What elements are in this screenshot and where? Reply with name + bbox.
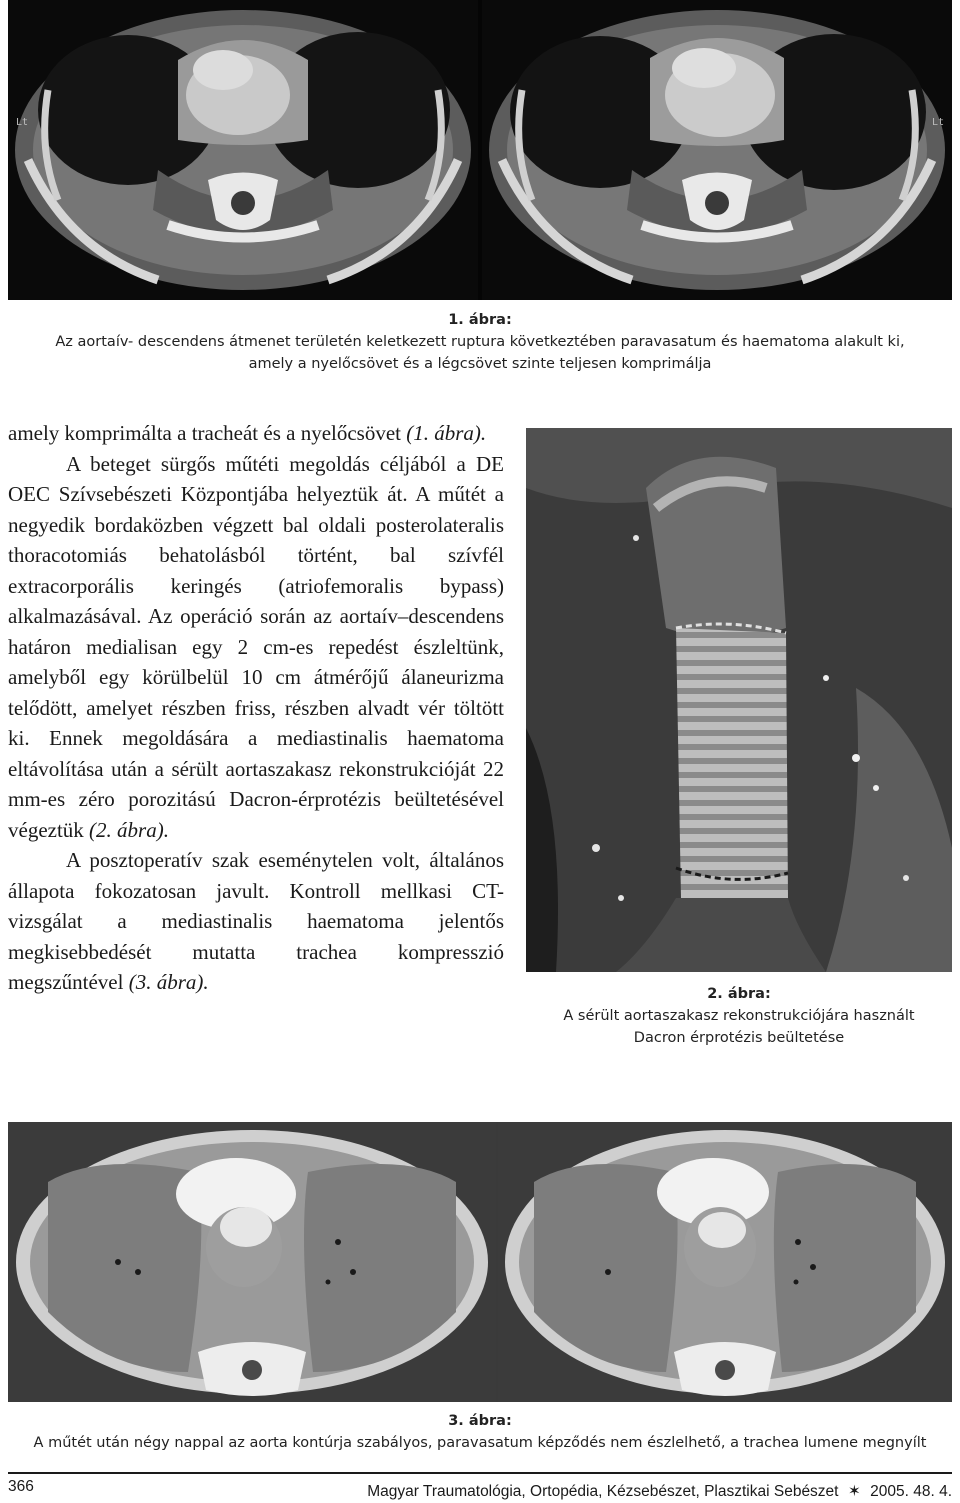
paragraph-3-text: A posztoperatív szak eseménytelen volt, általános állapota fokozatosan javult. Kontroll mellkasi CT-vizsgálat a mediastinalis haematoma jelentős megkisebbedését mutatta trachea kompresszió megszűntével (8, 848, 504, 994)
paragraph-1-text: amely komprimálta a tracheát és a nyelőcsövet (8, 421, 407, 445)
paragraph-2-text: A beteget sürgős műtéti megoldás céljából a DE OEC Szívsebészeti Központjába helyeztük át. A műtét a negyedik bordaközben végzett bal oldali posterolateralis thoracotomiás behatolásból történt, bal szívfél extracorporális keringés (atriofemoralis bypass) alkalmazásával. Az operáció során az aortaív–descendens határon medialisan egy 2 cm-es repedést észleltünk, amelyből egy körülbelül 10 cm átmérőjű álaneurizma telődött, amelyet részben friss, részben alvadt vér töltött ki. Ennek megoldására a mediastinalis haematoma eltávolítása után a sérült aortaszakasz rekonstrukcióját 22 mm-es zéro porozitású Dacron-érprotézis beültetésével végeztük (8, 451, 504, 842)
figure2-caption-line1: A sérült aortaszakasz rekonstrukciójára használt (563, 1008, 915, 1024)
figure3-caption-text: A műtét után négy nappal az aorta kontúrja szabályos, paravasatum képződés nem észlelhető, a trachea lumene megnyílt (33, 1435, 927, 1451)
figure1-label: 1. ábra: (448, 312, 512, 328)
paragraph-2 (8, 449, 504, 846)
star-icon: ✶ (847, 1483, 861, 1500)
article-body (8, 418, 504, 998)
figure1-ct-right (482, 0, 952, 300)
figure3-reference: (3. ábra). (128, 970, 209, 994)
figure2-label: 2. ábra: (707, 986, 771, 1002)
figure3-ct-left (8, 1122, 496, 1402)
journal-issue: 2005. 48. 4. (870, 1483, 952, 1500)
figure3-ct-images (8, 1122, 952, 1402)
figure1-caption-line2: amely a nyelőcsövet és a légcsövet szinte teljesen komprimálja (248, 356, 712, 372)
journal-name: Magyar Traumatológia, Ortopédia, Kézsebészet, Plasztikai Sebészet (367, 1483, 839, 1500)
paragraph-3 (8, 845, 504, 998)
figure1-ct-left (8, 0, 478, 300)
figure3-caption (0, 1410, 960, 1454)
figure1-ct-images (8, 0, 952, 300)
ct-marker-left: Lt (16, 117, 29, 128)
journal-footer (367, 1482, 952, 1501)
page-number: 366 (8, 1478, 34, 1495)
figure2-reference: (2. ábra). (89, 817, 169, 842)
figure1-caption-line1: Az aortaív- descendens átmenet területén keletkezett ruptura következtében paravasatum és haematoma alakult ki, (55, 334, 905, 350)
figure1-reference: (1. ábra). (406, 421, 487, 445)
figure2-surgical-photo (526, 428, 952, 972)
figure1-caption (0, 309, 960, 375)
figure2-caption (526, 983, 952, 1049)
figure2-caption-line2: Dacron érprotézis beültetése (633, 1030, 845, 1046)
ct-marker-right: Lt (931, 117, 944, 128)
figure3-ct-right (498, 1122, 952, 1402)
figure3-label: 3. ábra: (448, 1413, 512, 1429)
footer-rule (8, 1472, 952, 1474)
paragraph-1 (8, 418, 504, 449)
